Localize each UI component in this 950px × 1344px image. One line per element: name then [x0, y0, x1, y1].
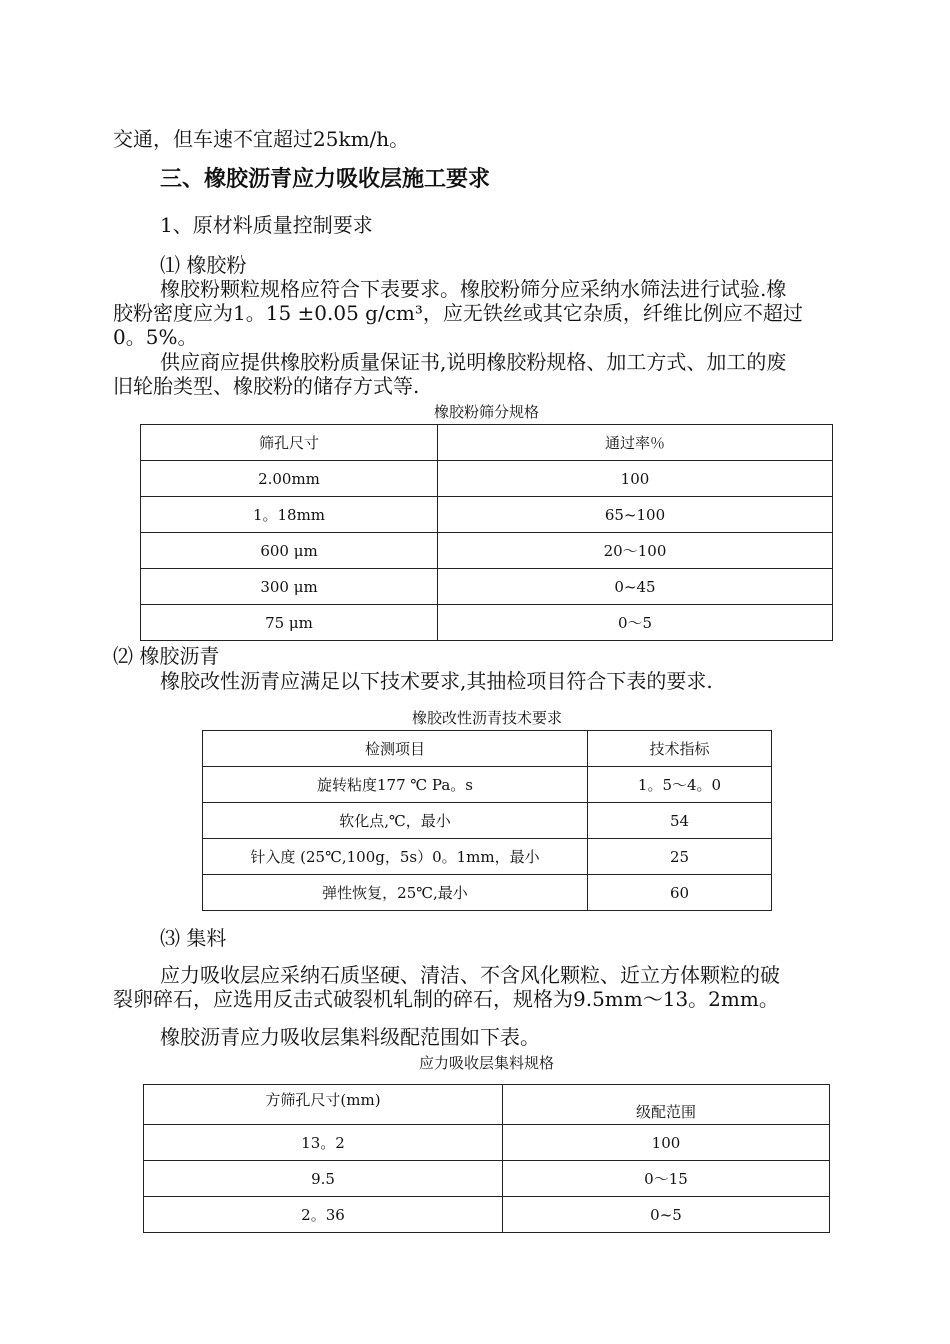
table-header-row: [203, 731, 772, 767]
table-cell: 1。18mm: [141, 497, 438, 533]
table-row: [141, 461, 833, 497]
column-header: 通过率％: [438, 425, 833, 461]
table-cell: 300 μm: [141, 569, 438, 605]
table-cell: 软化点,℃，最小: [203, 803, 588, 839]
column-header: 级配范围: [503, 1085, 830, 1125]
aggregate-spec-table: [143, 1084, 830, 1233]
item-heading: ⑴ 橡胶粉: [160, 253, 247, 277]
paragraph-line: 旧轮胎类型、橡胶粉的储存方式等.: [113, 374, 420, 398]
table-cell: 0～5: [438, 605, 833, 641]
table-row: [203, 839, 772, 875]
item-heading: ⑵ 橡胶沥青: [113, 644, 220, 668]
column-header: 方筛孔尺寸(mm): [144, 1085, 503, 1125]
table-cell: 60: [588, 875, 772, 911]
table-row: [144, 1197, 830, 1233]
table-cell: 1。5～4。0: [588, 767, 772, 803]
table-header-row: [144, 1085, 830, 1125]
table-row: [203, 767, 772, 803]
table-cell: 25: [588, 839, 772, 875]
table-cell: 针入度 (25℃,100g，5s）0。1mm，最小: [203, 839, 588, 875]
table-header-row: [141, 425, 833, 461]
column-header: 筛孔尺寸: [141, 425, 438, 461]
table-cell: 20～100: [438, 533, 833, 569]
paragraph-line: 供应商应提供橡胶粉质量保证书,说明橡胶粉规格、加工方式、加工的废: [160, 350, 787, 374]
column-header: 技术指标: [588, 731, 772, 767]
table-cell: 2.00mm: [141, 461, 438, 497]
text-line: 交通，但车速不宜超过25km/h。: [113, 127, 410, 151]
table-cell: 旋转粘度177 ℃ Pa。s: [203, 767, 588, 803]
table-row: [141, 569, 833, 605]
sieve-spec-table: [140, 424, 833, 641]
table-cell: 0～15: [503, 1161, 830, 1197]
table-cell: 100: [503, 1125, 830, 1161]
table-row: [141, 533, 833, 569]
table-cell: 13。2: [144, 1125, 503, 1161]
paragraph-line: 应力吸收层应采纳石质坚硬、清洁、不含风化颗粒、近立方体颗粒的破: [160, 963, 780, 987]
column-header: 检测项目: [203, 731, 588, 767]
paragraph-line: 橡胶沥青应力吸收层集料级配范围如下表。: [160, 1025, 540, 1049]
table-row: [144, 1161, 830, 1197]
table-cell: 0~45: [438, 569, 833, 605]
table-cell: 2。36: [144, 1197, 503, 1233]
table-row: [141, 605, 833, 641]
paragraph-line: 0。5%。: [113, 325, 198, 349]
table-caption: 橡胶改性沥青技术要求: [411, 709, 562, 727]
table-cell: 0~5: [503, 1197, 830, 1233]
table-caption: 橡胶粉筛分规格: [433, 403, 539, 421]
paragraph-line: 裂卵碎石，应选用反击式破裂机轧制的碎石，规格为9.5mm～13。2mm。: [113, 987, 779, 1011]
table-cell: 600 μm: [141, 533, 438, 569]
table-row: [203, 803, 772, 839]
table-cell: 100: [438, 461, 833, 497]
table-cell: 65~100: [438, 497, 833, 533]
section-heading: 三、橡胶沥青应力吸收层施工要求: [160, 167, 491, 192]
table-row: [141, 497, 833, 533]
table-cell: 54: [588, 803, 772, 839]
table-cell: 9.5: [144, 1161, 503, 1197]
paragraph-line: 胶粉密度应为1。15 ±0.05 g/cm³，应无铁丝或其它杂质，纤维比例应不超过: [113, 301, 803, 325]
paragraph-line: 橡胶粉颗粒规格应符合下表要求。橡胶粉筛分应采纳水筛法进行试验.橡: [160, 277, 787, 301]
table-row: [203, 875, 772, 911]
table-caption: 应力吸收层集料规格: [418, 1054, 554, 1072]
table-cell: 弹性恢复，25℃,最小: [203, 875, 588, 911]
asphalt-spec-table: [202, 730, 772, 911]
item-heading: ⑶ 集料: [160, 926, 227, 950]
table-cell: 75 μm: [141, 605, 438, 641]
table-row: [144, 1125, 830, 1161]
subsection-heading: 1、原材料质量控制要求: [160, 213, 373, 237]
paragraph-line: 橡胶改性沥青应满足以下技术要求,其抽检项目符合下表的要求.: [160, 669, 713, 693]
